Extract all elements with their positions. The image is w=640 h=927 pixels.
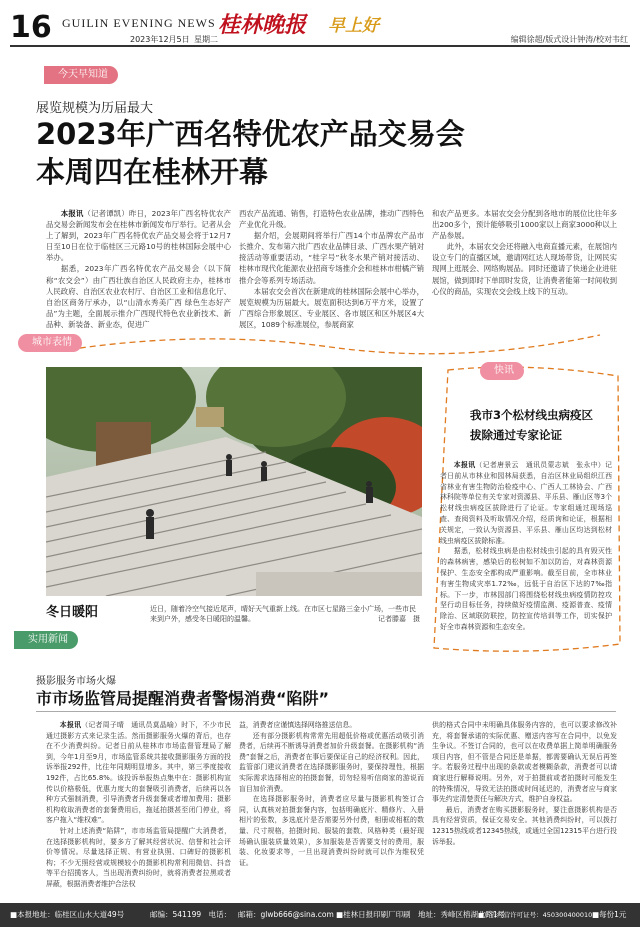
park-steps-image bbox=[46, 367, 422, 596]
article2-para3: 益，消费者应谨慎选择网络推送信息。 bbox=[239, 721, 357, 729]
article1-para2: 据悉，2023年广西名特优农产品交易会（以下简称“农交会”）由广西壮族自治区人民政府主办，桂林市人民政府、自治区农业农村厅、自治区工业和信息化厅、自治区商务厅承办，以“山清水秀美广西 绿色生态好产品”为主题，全面展示推介广西现代特色农业新技术、新品种、新装备、新业态，促进广 bbox=[46, 264, 231, 329]
article1-para1: 昨日，2023年广西名特优农产品交易会新闻发布会在桂林市新闻发布厅举行。记者从会上了解到，2023年广西名特优农产品交易会将于12月7日至10日在位于临桂区三元路10号的桂林国际会展中心举办。 bbox=[46, 209, 231, 263]
article2-lead: 本报讯 bbox=[59, 721, 82, 729]
section-logo: 早上好 bbox=[328, 16, 379, 36]
article1-lead: 本报讯 bbox=[60, 209, 84, 218]
issue-weekday: 星期二 bbox=[194, 35, 218, 44]
article2-rule bbox=[36, 711, 616, 712]
article2-para6: 供的格式合同中未明确具体服务内容的，也可以要求修改补充，将套餐承诺的实际优惠、赠送内容写在合同中，以免发生争议。不签订合同的，也可以在收费单据上简单明确服务项目内容，但不管是合同还是单据，都需要确认无误后再签字。若服务过程中出现的条款或者模糊条款，消费者可以请商家进行解释说明。另外，对于拍摄前或者拍摄时可能发生的特殊情况，导致无法拍摄或时间延迟的，消费者应与商家事先约定清楚责任与解决方式，维护自身权益。 bbox=[432, 721, 617, 804]
editor-credits: 编辑徐超/版式设计钟涛/校对韦红 bbox=[510, 35, 628, 44]
article2-para1: 时下，不少市民通过摄影方式来记录生活。然而摄影服务火爆的背后，也存在不少消费纠纷。记者日前从桂林市市场监督管理局了解到，今年1月至9月，市场监管系统共接收摄影服务方面的投诉举报292件，比往年同期明显增多。其中，第三季度接收192件，占比65.8%。该投诉举报热点集中在：摄影机构宣传以价格极低，优惠力度大的套餐吸引消费者，后续再以各种方式强制消费，引导消费者升级套餐或者增加费用；摄影机构收取消费者的套餐费用后，拖延拍摄甚至闭门停业，将客户拖入“维权难”。 bbox=[46, 721, 232, 825]
section-tag-practical-label: 实用新闻 bbox=[28, 634, 68, 645]
article1-col1 bbox=[46, 208, 231, 330]
section-tag-city-label: 城市表情 bbox=[32, 337, 72, 348]
section-tag-flash bbox=[480, 362, 524, 380]
photo-caption bbox=[150, 604, 420, 624]
sidebar-byline: （记者唐景云 通讯员蒙志斌 张永中） bbox=[475, 461, 606, 469]
article1-headline-line2: 本周四在桂林开幕 bbox=[36, 155, 269, 189]
footer-print-address: 地址：秀峰区榕湖北路1号 bbox=[418, 910, 506, 919]
paper-name-en: GUILIN EVENING NEWS bbox=[62, 16, 216, 30]
article2-para2: 针对上述消费“陷阱”，市市场监管局提醒广大消费者，在选择摄影机构时，要多方了解其经营状况、信誉和社会评价等情况。尽量选择正规、有营业执照、口碑好的摄影机构；不少无照经营或规模较小的摄影机构常利用微信、抖音等平台招揽客人，当出现消费纠纷时，就将消费者拉黑或者屏蔽，根据消费者维护合法权 bbox=[46, 826, 231, 888]
masthead-divider bbox=[10, 45, 630, 47]
section-tag-city bbox=[18, 334, 82, 352]
footer-address: ■本报地址：临桂区山水大道49号 bbox=[10, 910, 125, 919]
sidebar-lead: 本报讯 bbox=[453, 461, 476, 469]
article2-col2 bbox=[239, 720, 424, 868]
photo-credit: 记者滕嘉 摄 bbox=[378, 615, 420, 623]
article1-col2 bbox=[239, 208, 424, 330]
article2-kicker: 摄影服务市场火爆 bbox=[36, 676, 116, 687]
article2-para5: 在选择摄影服务时，消费者应尽量与摄影机构签订合同，认真核对拍摄套餐内容，包括明确底片、精修片、入册相片的张数，多选底片是否需要另外付费，相册或相框的数量、尺寸规格，拍摄时间、服装的套数、风格种类（最好现场确认服装质量效果），多加服装是否需要支付的费用，服装、化妆要求等，一旦出现消费纠纷时就可以作为维权凭证。 bbox=[239, 795, 424, 867]
article1-col3 bbox=[432, 208, 617, 297]
sidebar-headline-line1: 我市3个松材线虫病疫区 bbox=[470, 408, 594, 422]
photo-title: 冬日暖阳 bbox=[46, 605, 99, 620]
page-number: 16 bbox=[10, 10, 52, 45]
issue-date: 2023年12月5日 bbox=[130, 35, 190, 44]
dashed-divider bbox=[0, 325, 640, 365]
section-tag-practical bbox=[14, 631, 78, 649]
sidebar-para1: 记者日前从市林业和园林局获悉，自治区林业局组织江西省林业有害生物防治检疫中心、广西人工林协会、广西林科院等单位有关专家对资源县、平乐县、雁山区等3个松材线虫病疫区拔除进行了论证。专家组通过现场巡查、查阅资料及听取情况介绍，经质询和论证，根据相关规定，一致认为资源县、平乐县、雁山区均达到松材线虫病疫区拔除标准。 bbox=[440, 461, 613, 545]
section-tag-today-label: 今天早知道 bbox=[58, 69, 108, 80]
article1-kicker: 展览规模为历届最大 bbox=[36, 101, 154, 116]
article2-col3 bbox=[432, 720, 617, 847]
article1-para3: 西农产品流通、销售，打造特色农业品牌，推动广西特色产业优化升级。 bbox=[239, 209, 424, 230]
article2-para4: 还有部分摄影机构常常先用超低价格或优惠活动吸引消费者，后续再不断诱导消费者加价升级套餐。在摄影机构“消费”套餐之后，消费者在事后要保证自己的经济权利。因此，监管部门建议消费者在选择摄影服务时，要保持理性，根据实际需求选择相应的拍摄套餐，切勿轻易听信商家的游说而盲目加价消费。 bbox=[239, 731, 424, 793]
sidebar-headline-line2: 拔除通过专家论证 bbox=[470, 428, 562, 442]
footer-phone: 邮编：541199 电话： bbox=[150, 910, 232, 919]
article2-byline: （记者周子晴 通讯员莫晶喻） bbox=[81, 721, 182, 729]
sidebar-para2: 据悉，松材线虫病是由松材线虫引起的具有毁灭性的森林病害，感染后的松树如不加以防治，对森林资源保护、生态安全都构成严重影响。截至目前，全市林业有害生物成灾率1.72‰，远低于自治区下达的7‰指标。下一步，市林园部门将围绕松材线虫病疫情防控攻坚行动目标任务，持续做好疫情监测、疫源普查、疫情除治、区域联防联控，防控宣传培训等工作，切实保护好全市森林资源和生态安全。 bbox=[440, 547, 612, 631]
news-photo bbox=[46, 367, 422, 596]
sidebar-body bbox=[440, 460, 612, 633]
section-tag-flash-label: 快讯 bbox=[494, 365, 514, 376]
page-footer bbox=[0, 903, 640, 927]
photo-caption-text: 近日，随着冷空气接近尾声，晴好天气重新上线。在市区七星路三金小广场，一些市民来到户外，感受冬日暖阳的温馨。 bbox=[150, 605, 416, 623]
article1-para7: 此外，本届农交会还将融入电商直播元素，在展馆内设立专门的直播区域，邀请网红达人现场带货，让网民实现网上逛展会、网络购展品。同时还邀请了快递企业进驻展馆，做到即时下单即时发货，让消费者能第一时间收到心仪的商品，实现农交会线上线下的互动。 bbox=[432, 242, 617, 296]
footer-email: 邮箱：glwb666@sina.com bbox=[238, 910, 334, 919]
article1-para6: 和农产品更多。本届农交会分配到各地市的展位比往年多出200多个，预计能够吸引1000家以上商家3000种以上产品参展。 bbox=[432, 209, 617, 241]
article2-headline: 市市场监管局提醒消费者警惕消费“陷阱” bbox=[36, 689, 330, 708]
sidebar-headline bbox=[470, 405, 630, 445]
article1-byline: （记者谭凯） bbox=[83, 209, 129, 218]
article1-headline-line1: 2023年广西名特优农产品交易会 bbox=[36, 117, 465, 151]
footer-license: ■广告经营许可证号：4503004000101 bbox=[478, 911, 597, 919]
footer-price: ■每份1元 bbox=[592, 910, 627, 919]
footer-print: ■桂林日报印刷厂印刷 bbox=[336, 910, 411, 919]
article2-para7: 最后，消费者在购买摄影服务时，要注意摄影机构是否具有经营资质，保证交易安全。其他消费纠纷时，可以拨打12315热线或者12345热线，或通过全国12315平台进行投诉举报。 bbox=[432, 805, 617, 846]
article1-para5: 本届农交会首次在新建成的桂林国际会展中心举办，展览规模为历届最大。展览面积达到6万平方米，设置了广西综合形象展区、专业展区、各市展区和区外展区4大展区，1089个标准展位，参展商家 bbox=[239, 286, 424, 329]
paper-logo: 桂林晚报 bbox=[218, 12, 307, 38]
article1-para4: 据介绍，会展期间将举行广西14个市品牌农产品市长推介、发布第六批广西农业品牌目录、广西水果产销对接活动等重要活动，“桂字号”秋冬水果产销对接活动、桂林市现代化能源农业招商专场推介会和桂林市柑橘产销推介会等系列专场活动。 bbox=[239, 231, 424, 285]
section-tag-today bbox=[44, 66, 118, 84]
article1-headline bbox=[36, 115, 616, 191]
article2-col1 bbox=[46, 720, 231, 890]
